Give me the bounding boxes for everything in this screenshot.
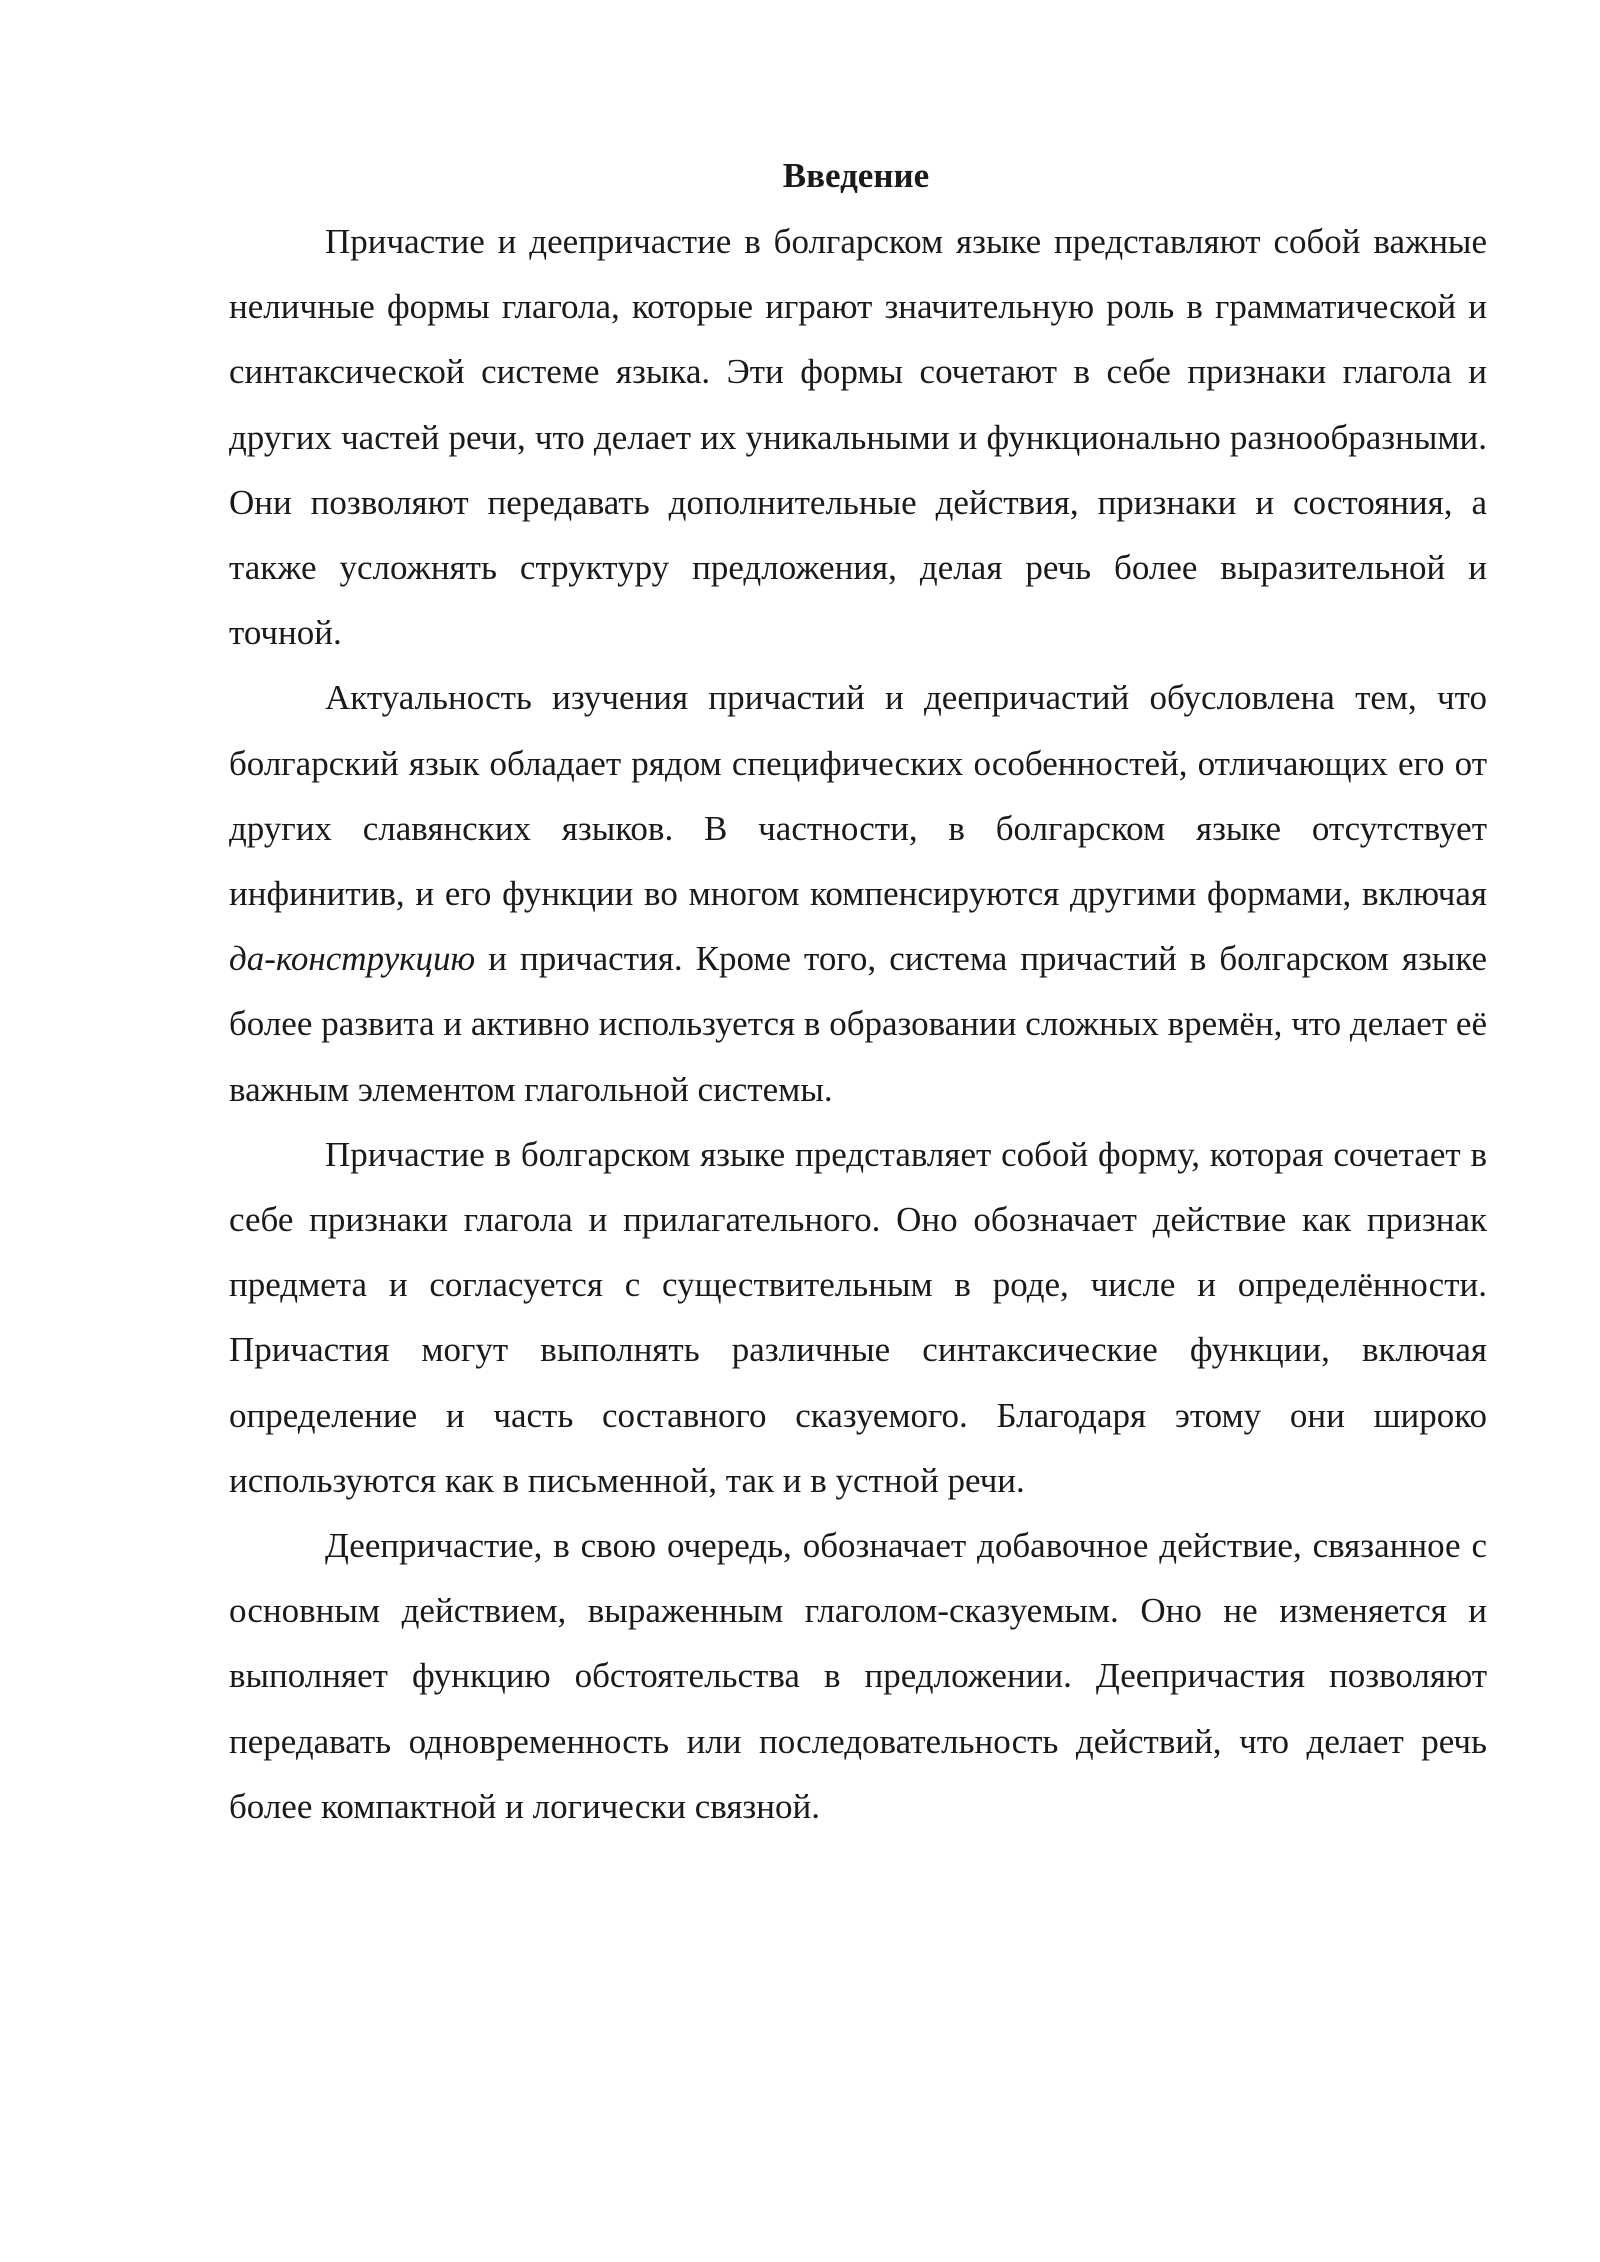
paragraph-intro bbox=[229, 209, 1487, 665]
paragraph-text: Причастие в болгарском языке представляет собой форму, которая сочетает в себе признаки глагола и прилагательного. Оно обозначает действие как признак предмета и согласуется с существительным в роде, числе и определённости. Причастия могут выполнять различные синтаксические функции, включая определение и часть составного сказуемого. Благодаря этому они широко используются как в письменной, так и в устной речи. bbox=[229, 1134, 1487, 1500]
document-body bbox=[229, 209, 1487, 1839]
paragraph-gerund bbox=[229, 1513, 1487, 1839]
page-title: Введение bbox=[782, 156, 930, 195]
paragraph-text-continued: и причастия. Кроме того, система причастий в болгарском языке более развита и активно используется в образовании сложных времён, что делает её важным элементом глагольной системы. bbox=[229, 939, 1487, 1109]
paragraph-relevance bbox=[229, 665, 1487, 1121]
paragraph-participle bbox=[229, 1122, 1487, 1513]
paragraph-text: Причастие и деепричастие в болгарском языке представляют собой важные неличные формы глагола, которые играют значительную роль в грамматической и синтаксической системе языка. Эти формы сочетают в себе признаки глагола и других частей речи, что делает их уникальными и функционально разнообразными. Они позволяют передавать дополнительные действия, признаки и состояния, а также усложнять структуру предложения, делая речь более выразительной и точной. bbox=[229, 222, 1487, 653]
paragraph-text: Деепричастие, в свою очередь, обозначает добавочное действие, связанное с основным действием, выраженным глаголом-сказуемым. Оно не изменяется и выполняет функцию обстоятельства в предложении. Деепричастия позволяют передавать одновременность или последовательность действий, что делает речь более компактной и логически связной. bbox=[229, 1526, 1487, 1826]
emphasized-term: да-конструкцию bbox=[229, 939, 476, 979]
paragraph-text: Актуальность изучения причастий и деепричастий обусловлена тем, что болгарский язык обладает рядом специфических особенностей, отличающих его от других славянских языков. В частности, в болгарском языке отсутствует инфинитив, и его функции во многом компенсируются другими формами, включая bbox=[229, 678, 1487, 914]
